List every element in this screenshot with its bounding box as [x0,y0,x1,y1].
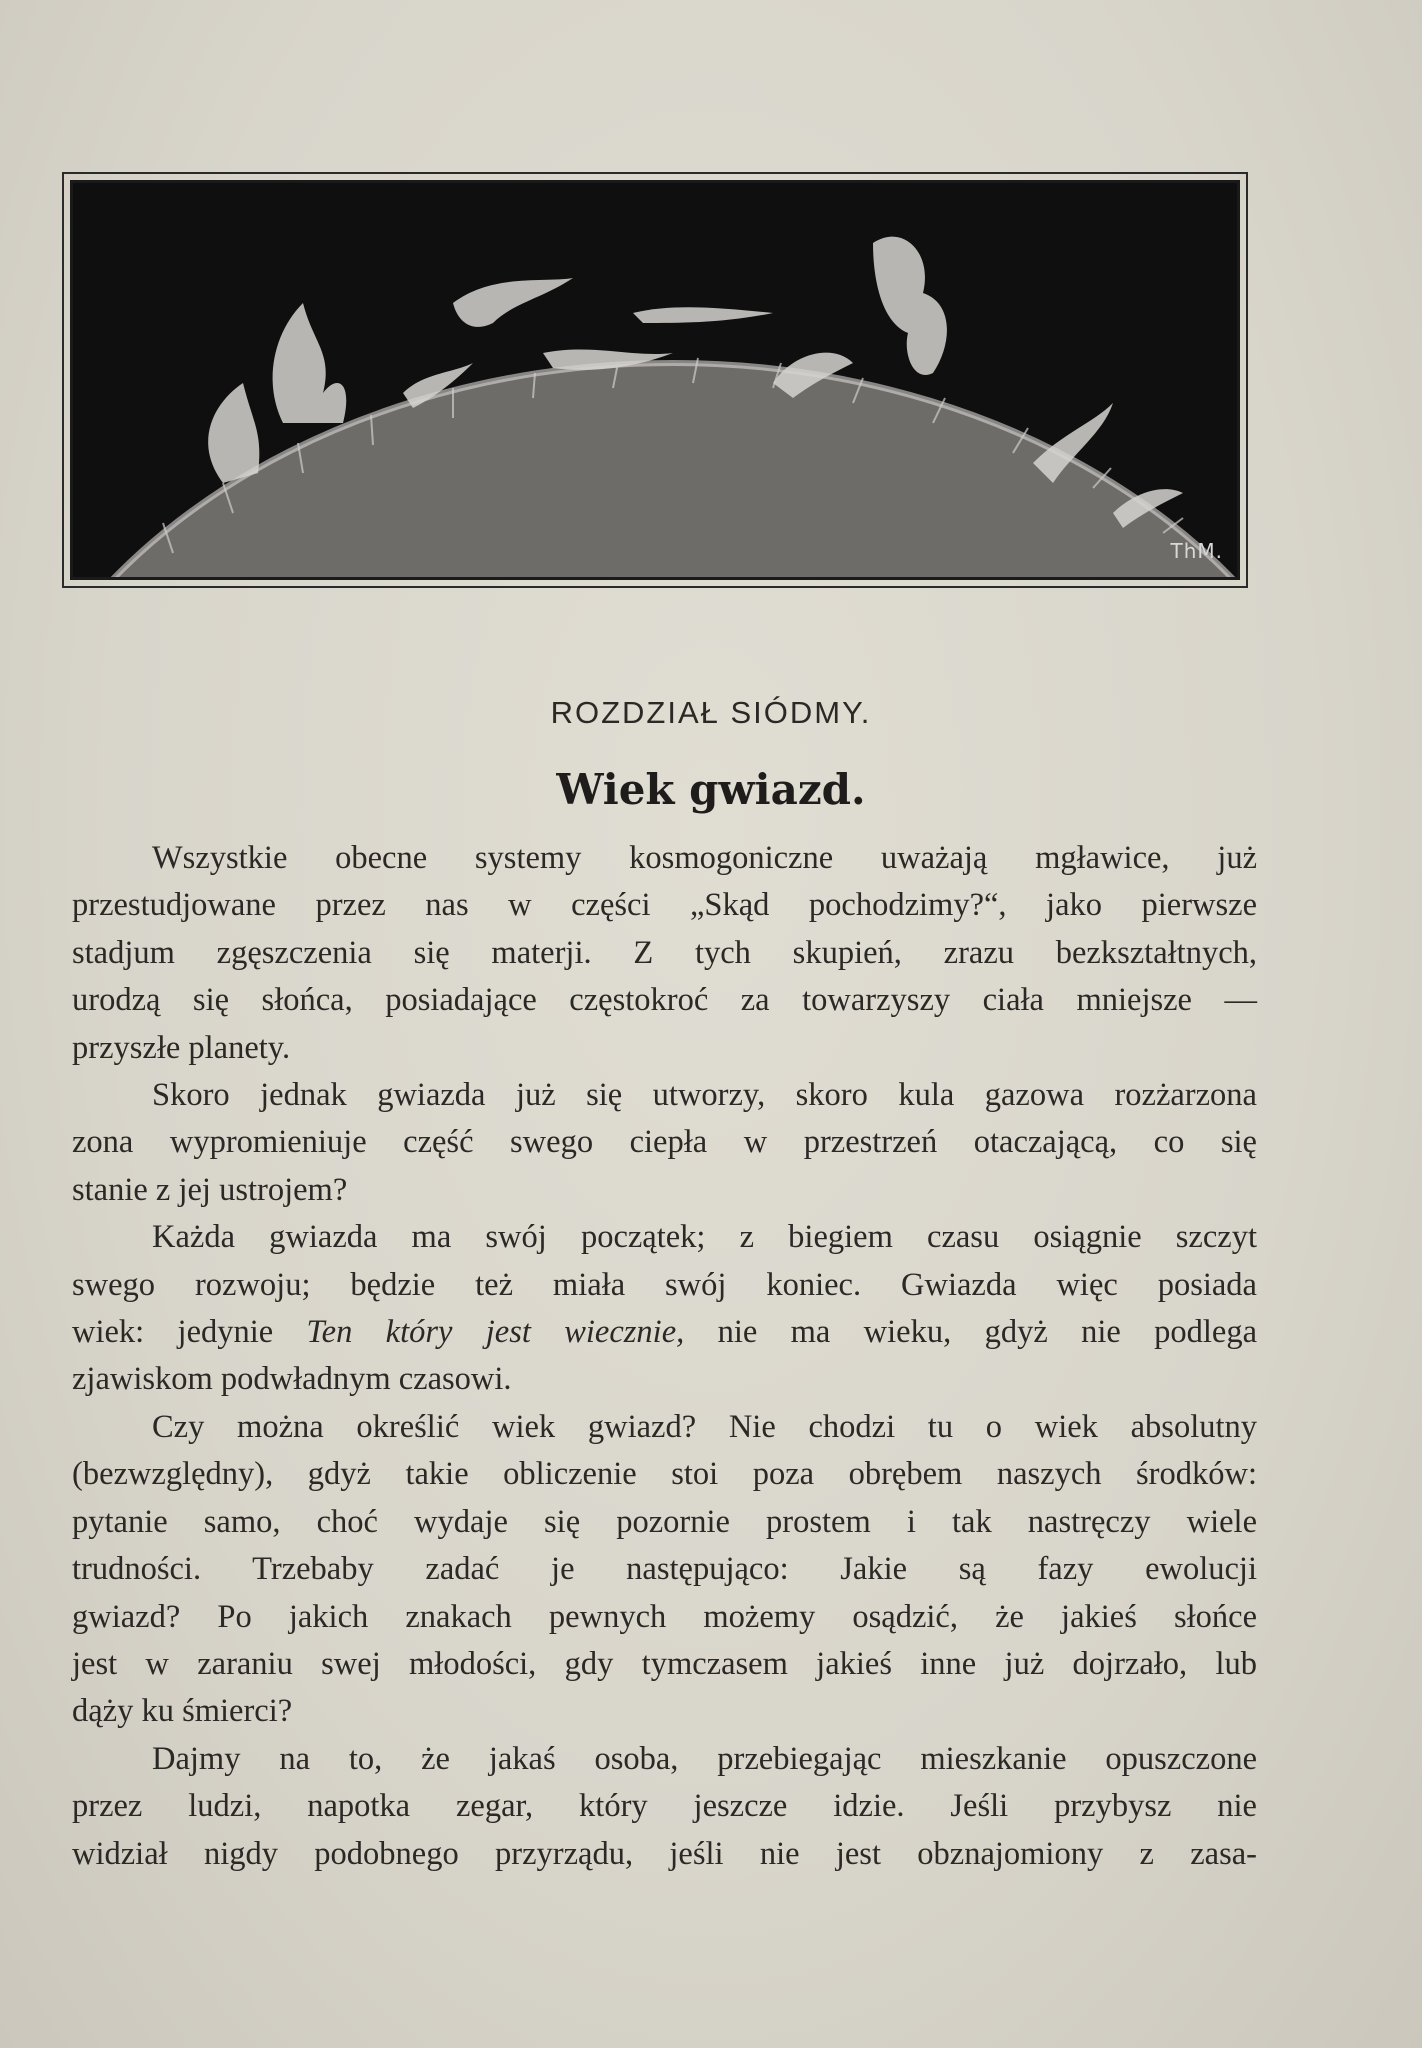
italic-phrase: Ten który jest wiecznie, [306,1314,685,1351]
text-line: swego rozwoju; będzie też miała swój koniec. Gwiazda więc posiada [72,1266,1257,1303]
text-line: Skoro jednak gwiazda już się utworzy, skoro kula gazowa rozżarzona [152,1077,1257,1114]
text-line: zjawiskom podwładnym czasowi. [72,1361,512,1398]
text-line: pytanie samo, choć wydaje się pozornie prostem i tak nastręczy wiele [72,1503,1257,1540]
body-text [72,835,1257,1878]
text-line: trudności. Trzebaby zadać je następująco: Jakie są fazy ewolucji [72,1551,1257,1588]
chapter-title: Wiek gwiazd. [556,765,866,814]
text-line: przez ludzi, napotka zegar, który jeszcze idzie. Jeśli przybysz nie [72,1788,1257,1825]
text-line: urodzą się słońca, posiadające częstokroć za towarzyszy ciała mniejsze — [72,982,1257,1019]
chapter-heading: ROZDZIAŁ SIÓDMY. [550,695,872,730]
text-line: zona wypromieniuje część swego ciepła w przestrzeń otaczającą, co się [72,1124,1257,1161]
text-line: Czy można określić wiek gwiazd? Nie chodzi tu o wiek absolutny [152,1408,1257,1445]
text-line: widział nigdy podobnego przyrządu, jeśli nie jest obznajomiony z zasa- [72,1835,1257,1872]
sun-drawing [73,183,1237,577]
artist-signature: ThM. [1170,539,1223,563]
text-line: Każda gwiazda ma swój początek; z biegiem czasu osiągnie szczyt [152,1219,1257,1256]
text-line: stanie z jej ustrojem? [72,1171,348,1208]
text-line-with-italic [72,1309,1257,1356]
text-line: jest w zaraniu swej młodości, gdy tymczasem jakieś inne już dojrzało, lub [72,1645,1257,1682]
text-line: przestudjowane przez nas w części „Skąd pochodzimy?“, jako pierwsze [72,887,1257,924]
text-fragment: wiek: jedynie [72,1314,307,1351]
sun-prominences-illustration [70,180,1240,580]
text-line: przyszłe planety. [72,1029,291,1066]
text-line: stadjum zgęszczenia się materji. Z tych skupień, zrazu bezkształtnych, [72,934,1257,971]
text-line: gwiazd? Po jakich znakach pewnych możemy osądzić, że jakieś słońce [72,1598,1257,1635]
text-fragment: nie ma wieku, gdyż nie podlega [684,1314,1257,1351]
text-line: dąży ku śmierci? [72,1693,293,1730]
text-line: Dajmy na to, że jakaś osoba, przebiegając mieszkanie opuszczone [152,1740,1257,1777]
text-line: (bezwzględny), gdyż takie obliczenie stoi poza obrębem naszych środków: [72,1456,1257,1493]
text-line: Wszystkie obecne systemy kosmogoniczne uważają mgławice, już [152,840,1257,876]
